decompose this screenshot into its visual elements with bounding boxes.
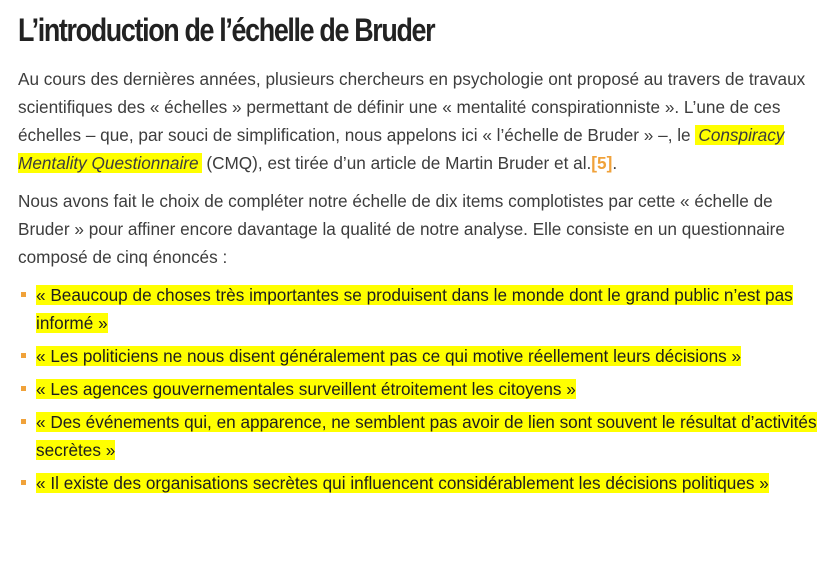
bullet-icon [21,292,26,297]
statement-text: « Les agences gouvernementales surveillent étroitement les citoyens » [36,379,576,399]
statements-list [18,281,818,497]
statement-text: « Les politiciens ne nous disent généralement pas ce qui motive réellement leurs décisions » [36,346,742,366]
article [18,8,818,502]
statement-text: « Beaucoup de choses très importantes se produisent dans le monde dont le grand public n’est pas informé » [36,285,793,333]
intro-text-end: . [612,153,618,173]
intro-text: Au cours des dernières années, plusieurs chercheurs en psychologie ont proposé au travers de travaux scientifiques des « échelles » permettant de définir une « mentalité conspirationniste ». L’une de ces échelles – que, par souci de simplification, nous appelons ici « l’échelle de Bruder » –, le [18,69,806,145]
list-item [18,281,818,337]
list-item [18,408,818,464]
statement-text: « Des événements qui, en apparence, ne semblent pas avoir de lien sont souvent le résultat d’activités secrètes » [36,412,817,460]
intro-text-after: (CMQ), est tirée d’un article de Martin Bruder et al. [206,153,592,173]
bullet-icon [21,353,26,358]
list-item [18,375,818,403]
article-title: L’introduction de l’échelle de Bruder [18,12,435,48]
cmq-highlight: Conspiracy Mentality Questionnaire [18,125,785,173]
bullet-icon [21,386,26,391]
statement-text: « Il existe des organisations secrètes qui influencent considérablement les décisions politiques » [36,473,769,493]
list-item [18,469,818,497]
bullet-icon [21,480,26,485]
reference-link[interactable]: [5] [591,153,613,173]
list-item [18,342,818,370]
intro-paragraph [18,65,818,177]
bullet-icon [21,419,26,424]
method-paragraph: Nous avons fait le choix de compléter notre échelle de dix items complotistes par cette « échelle de Bruder » pour affiner encore davantage la qualité de notre analyse. Elle consiste en un questionnaire composé de cinq énoncés : [18,191,785,267]
